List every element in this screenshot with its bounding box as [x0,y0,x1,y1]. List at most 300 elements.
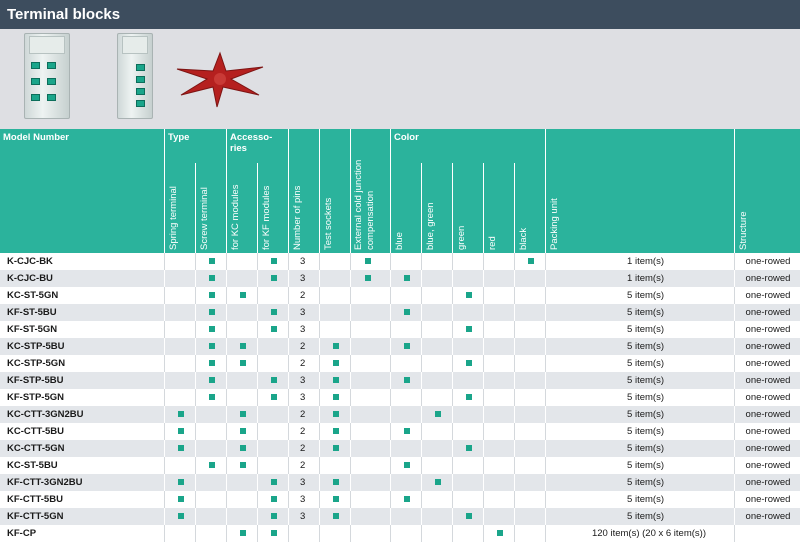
cell-bluegreen [421,474,452,491]
packing-unit-cell [545,508,734,525]
cell-spring [164,474,195,491]
cell-pins: 2 [288,355,319,372]
packing-unit-cell [545,253,734,270]
cell-kc [226,389,257,406]
model-number-cell: KF-ST-5BU [7,307,57,318]
model-number-cell: KC-STP-5GN [7,358,66,369]
checkmark-square-icon [333,445,339,451]
checkmark-square-icon [209,309,215,315]
cell-black [514,372,545,389]
cell-spring [164,423,195,440]
header-screw-terminal: Screw terminal [199,187,210,250]
cell-pins: 3 [288,389,319,406]
cell-screw [195,355,226,372]
cell-test [319,355,350,372]
packing-unit-value: 5 item(s) [627,426,664,437]
coding-pin-image [175,49,265,109]
packing-unit-value: 5 item(s) [627,324,664,335]
checkmark-square-icon [466,326,472,332]
header-packing-unit: Packing unit [549,198,560,250]
cell-blue [390,406,421,423]
cell-green [452,355,483,372]
checkmark-square-icon [404,496,410,502]
cell-test [319,525,350,542]
cell-black [514,270,545,287]
packing-unit-value: 1 item(s) [627,256,664,267]
packing-unit-cell [545,287,734,304]
cell-screw [195,525,226,542]
checkmark-square-icon [240,411,246,417]
cell-kc [226,355,257,372]
cell-screw [195,440,226,457]
cell-bluegreen [421,508,452,525]
cell-test [319,338,350,355]
cell-blue [390,270,421,287]
cell-blue [390,474,421,491]
cell-screw [195,253,226,270]
table-row [0,406,800,423]
structure-cell [734,525,800,542]
cell-kc [226,406,257,423]
model-number-cell: KC-CTT-3GN2BU [7,409,84,420]
model-number-cell: KF-CTT-3GN2BU [7,477,83,488]
cell-cjc [350,389,390,406]
structure-value: one-rowed [745,443,791,454]
cell-blue [390,491,421,508]
checkmark-square-icon [178,513,184,519]
structure-value: one-rowed [745,392,791,403]
cell-black [514,474,545,491]
header-number-of-pins: Number of pins [292,185,303,250]
cell-bluegreen [421,491,452,508]
header-for-kf-modules: for KF modules [261,185,272,250]
cell-screw [195,406,226,423]
checkmark-square-icon [404,428,410,434]
structure-cell [734,423,800,440]
cell-blue [390,253,421,270]
cell-spring [164,491,195,508]
cell-blue [390,304,421,321]
cell-screw [195,491,226,508]
table-row [0,304,800,321]
checkmark-square-icon [333,360,339,366]
cell-black [514,423,545,440]
structure-cell [734,389,800,406]
table-row [0,474,800,491]
cell-green [452,389,483,406]
cell-spring [164,355,195,372]
cell-pins: 2 [288,338,319,355]
header-spring-terminal: Spring terminal [168,186,179,250]
cell-blue [390,372,421,389]
structure-cell [734,491,800,508]
checkmark-square-icon [333,343,339,349]
cell-test [319,423,350,440]
cell-cjc [350,304,390,321]
cell-cjc [350,372,390,389]
checkmark-square-icon [466,360,472,366]
cell-cjc [350,321,390,338]
checkmark-square-icon [271,479,277,485]
checkmark-square-icon [178,479,184,485]
cell-bluegreen [421,440,452,457]
header-blue-green: blue, green [425,202,436,250]
cell-spring [164,389,195,406]
checkmark-square-icon [271,513,277,519]
cell-pins: 3 [288,508,319,525]
checkmark-square-icon [271,377,277,383]
header-accessories-line1: Accesso- [230,132,273,143]
structure-value: one-rowed [745,426,791,437]
checkmark-square-icon [240,360,246,366]
product-image-strip [0,29,800,129]
cell-blue [390,423,421,440]
cell-spring [164,304,195,321]
cell-black [514,338,545,355]
cell-blue [390,457,421,474]
cell-screw [195,287,226,304]
model-number-cell: KF-CTT-5BU [7,494,63,505]
structure-cell [734,287,800,304]
cell-spring [164,457,195,474]
cell-blue [390,321,421,338]
checkmark-square-icon [435,479,441,485]
cell-test [319,389,350,406]
structure-value: one-rowed [745,460,791,471]
packing-unit-cell [545,355,734,372]
cell-pins [288,525,319,542]
cell-spring [164,270,195,287]
structure-value: one-rowed [745,358,791,369]
cell-red [483,457,514,474]
cell-red [483,440,514,457]
model-number-cell: KC-CTT-5BU [7,426,64,437]
checkmark-square-icon [271,275,277,281]
cell-red [483,270,514,287]
packing-unit-cell [545,321,734,338]
cell-red [483,321,514,338]
cell-pins: 3 [288,372,319,389]
table-row [0,508,800,525]
checkmark-square-icon [209,326,215,332]
structure-cell [734,304,800,321]
structure-cell [734,474,800,491]
cell-kf [257,304,288,321]
cell-kf [257,338,288,355]
cell-kf [257,474,288,491]
structure-cell [734,321,800,338]
model-number-cell: KF-CTT-5GN [7,511,64,522]
cell-kf [257,321,288,338]
cell-screw [195,338,226,355]
model-number-cell: KF-STP-5GN [7,392,64,403]
header-red: red [487,236,498,250]
cell-cjc [350,270,390,287]
cell-pins: 2 [288,406,319,423]
packing-unit-value: 5 item(s) [627,341,664,352]
cell-test [319,491,350,508]
packing-unit-cell [545,525,734,542]
cell-blue [390,525,421,542]
cell-black [514,491,545,508]
cell-bluegreen [421,321,452,338]
cell-green [452,321,483,338]
cell-screw [195,321,226,338]
cell-pins: 3 [288,474,319,491]
packing-unit-cell [545,423,734,440]
structure-value: one-rowed [745,341,791,352]
checkmark-square-icon [271,309,277,315]
cell-spring [164,440,195,457]
cell-bluegreen [421,372,452,389]
packing-unit-value: 5 item(s) [627,375,664,386]
cell-bluegreen [421,457,452,474]
table-row [0,491,800,508]
cell-kc [226,508,257,525]
cell-kf [257,491,288,508]
table-row [0,457,800,474]
cell-red [483,355,514,372]
cell-bluegreen [421,525,452,542]
checkmark-square-icon [333,394,339,400]
cell-pins: 3 [288,491,319,508]
checkmark-square-icon [178,411,184,417]
cell-bluegreen [421,389,452,406]
cell-red [483,491,514,508]
cell-black [514,287,545,304]
packing-unit-value: 5 item(s) [627,392,664,403]
cell-spring [164,253,195,270]
model-number-cell: K-CJC-BK [7,256,53,267]
cell-bluegreen [421,287,452,304]
packing-unit-value: 1 item(s) [627,273,664,284]
structure-cell [734,253,800,270]
table-row [0,287,800,304]
packing-unit-value: 5 item(s) [627,460,664,471]
checkmark-square-icon [240,462,246,468]
cell-pins: 2 [288,440,319,457]
header-packing-unit-col [545,129,734,253]
table-row [0,389,800,406]
cell-blue [390,508,421,525]
cell-pins: 3 [288,321,319,338]
cell-red [483,372,514,389]
table-row [0,338,800,355]
cell-cjc [350,440,390,457]
cell-kf [257,253,288,270]
packing-unit-cell [545,389,734,406]
checkmark-square-icon [404,377,410,383]
model-number-cell: K-CJC-BU [7,273,53,284]
cell-cjc [350,287,390,304]
cell-red [483,389,514,406]
cell-black [514,321,545,338]
cell-kc [226,287,257,304]
cell-test [319,474,350,491]
cell-red [483,304,514,321]
table-row [0,525,800,542]
header-model-number: Model Number [3,132,69,143]
cell-kc [226,270,257,287]
structure-value: one-rowed [745,409,791,420]
checkmark-square-icon [178,445,184,451]
cell-black [514,508,545,525]
cell-kf [257,389,288,406]
cell-bluegreen [421,355,452,372]
cell-black [514,525,545,542]
packing-unit-value: 5 item(s) [627,494,664,505]
cell-bluegreen [421,338,452,355]
cell-kf [257,355,288,372]
structure-value: one-rowed [745,307,791,318]
cell-cjc [350,508,390,525]
checkmark-square-icon [209,275,215,281]
structure-value: one-rowed [745,511,791,522]
cell-kc [226,372,257,389]
packing-unit-cell [545,440,734,457]
checkmark-square-icon [271,394,277,400]
cell-blue [390,287,421,304]
structure-value: one-rowed [745,477,791,488]
checkmark-square-icon [466,394,472,400]
checkmark-square-icon [466,513,472,519]
cell-kc [226,253,257,270]
cell-cjc [350,423,390,440]
cell-bluegreen [421,270,452,287]
model-number-cell: KF-STP-5BU [7,375,64,386]
cell-blue [390,338,421,355]
checkmark-square-icon [209,360,215,366]
cell-black [514,355,545,372]
checkmark-square-icon [271,258,277,264]
structure-cell [734,338,800,355]
page-title: Terminal blocks [0,0,800,29]
packing-unit-cell [545,474,734,491]
structure-cell [734,355,800,372]
checkmark-square-icon [333,411,339,417]
checkmark-square-icon [333,479,339,485]
cell-green [452,525,483,542]
cell-test [319,304,350,321]
cell-screw [195,457,226,474]
cell-green [452,508,483,525]
header-ext-cjc-line1: External cold junction [353,159,364,250]
model-number-cell: KC-CTT-5GN [7,443,65,454]
cell-cjc [350,406,390,423]
cell-spring [164,321,195,338]
packing-unit-cell [545,491,734,508]
packing-unit-value: 120 item(s) (20 x 6 item(s)) [591,528,706,539]
structure-cell [734,372,800,389]
cell-spring [164,338,195,355]
cell-green [452,372,483,389]
header-color: Color [390,129,545,163]
cell-black [514,389,545,406]
cell-pins: 2 [288,457,319,474]
cell-kf [257,508,288,525]
structure-value: one-rowed [745,256,791,267]
structure-value: one-rowed [745,290,791,301]
cell-test [319,440,350,457]
checkmark-square-icon [178,496,184,502]
structure-cell [734,508,800,525]
terminal-block-image-kc [24,33,70,119]
checkmark-square-icon [435,411,441,417]
checkmark-square-icon [365,258,371,264]
checkmark-square-icon [240,530,246,536]
cell-test [319,372,350,389]
cell-screw [195,270,226,287]
cell-black [514,406,545,423]
structure-cell [734,406,800,423]
checkmark-square-icon [209,462,215,468]
cell-red [483,474,514,491]
cell-red [483,287,514,304]
header-test-sockets: Test sockets [323,197,334,250]
cell-bluegreen [421,406,452,423]
checkmark-square-icon [466,292,472,298]
structure-value: one-rowed [745,494,791,505]
structure-value: one-rowed [745,273,791,284]
cell-kf [257,287,288,304]
cell-test [319,270,350,287]
cell-red [483,508,514,525]
checkmark-square-icon [209,394,215,400]
checkmark-square-icon [209,258,215,264]
packing-unit-value: 5 item(s) [627,290,664,301]
cell-screw [195,372,226,389]
table-row [0,355,800,372]
checkmark-square-icon [240,445,246,451]
packing-unit-value: 5 item(s) [627,409,664,420]
cell-black [514,440,545,457]
packing-unit-cell [545,457,734,474]
cell-test [319,253,350,270]
cell-kc [226,525,257,542]
table-row [0,270,800,287]
cell-green [452,440,483,457]
table-row [0,321,800,338]
cell-pins: 2 [288,423,319,440]
checkmark-square-icon [240,428,246,434]
cell-black [514,253,545,270]
cell-green [452,253,483,270]
cell-cjc [350,525,390,542]
cell-green [452,457,483,474]
structure-cell [734,457,800,474]
cell-kf [257,423,288,440]
checkmark-square-icon [209,343,215,349]
cell-red [483,406,514,423]
cell-bluegreen [421,304,452,321]
model-number-cell: KC-STP-5BU [7,341,65,352]
cell-kf [257,440,288,457]
cell-green [452,287,483,304]
checkmark-square-icon [333,428,339,434]
cell-blue [390,389,421,406]
cell-kf [257,406,288,423]
cell-cjc [350,355,390,372]
cell-kf [257,525,288,542]
cell-cjc [350,457,390,474]
header-type: Type [164,129,226,163]
packing-unit-cell [545,406,734,423]
cell-kf [257,372,288,389]
checkmark-square-icon [209,377,215,383]
cell-pins: 3 [288,253,319,270]
cell-pins: 2 [288,287,319,304]
structure-cell [734,440,800,457]
